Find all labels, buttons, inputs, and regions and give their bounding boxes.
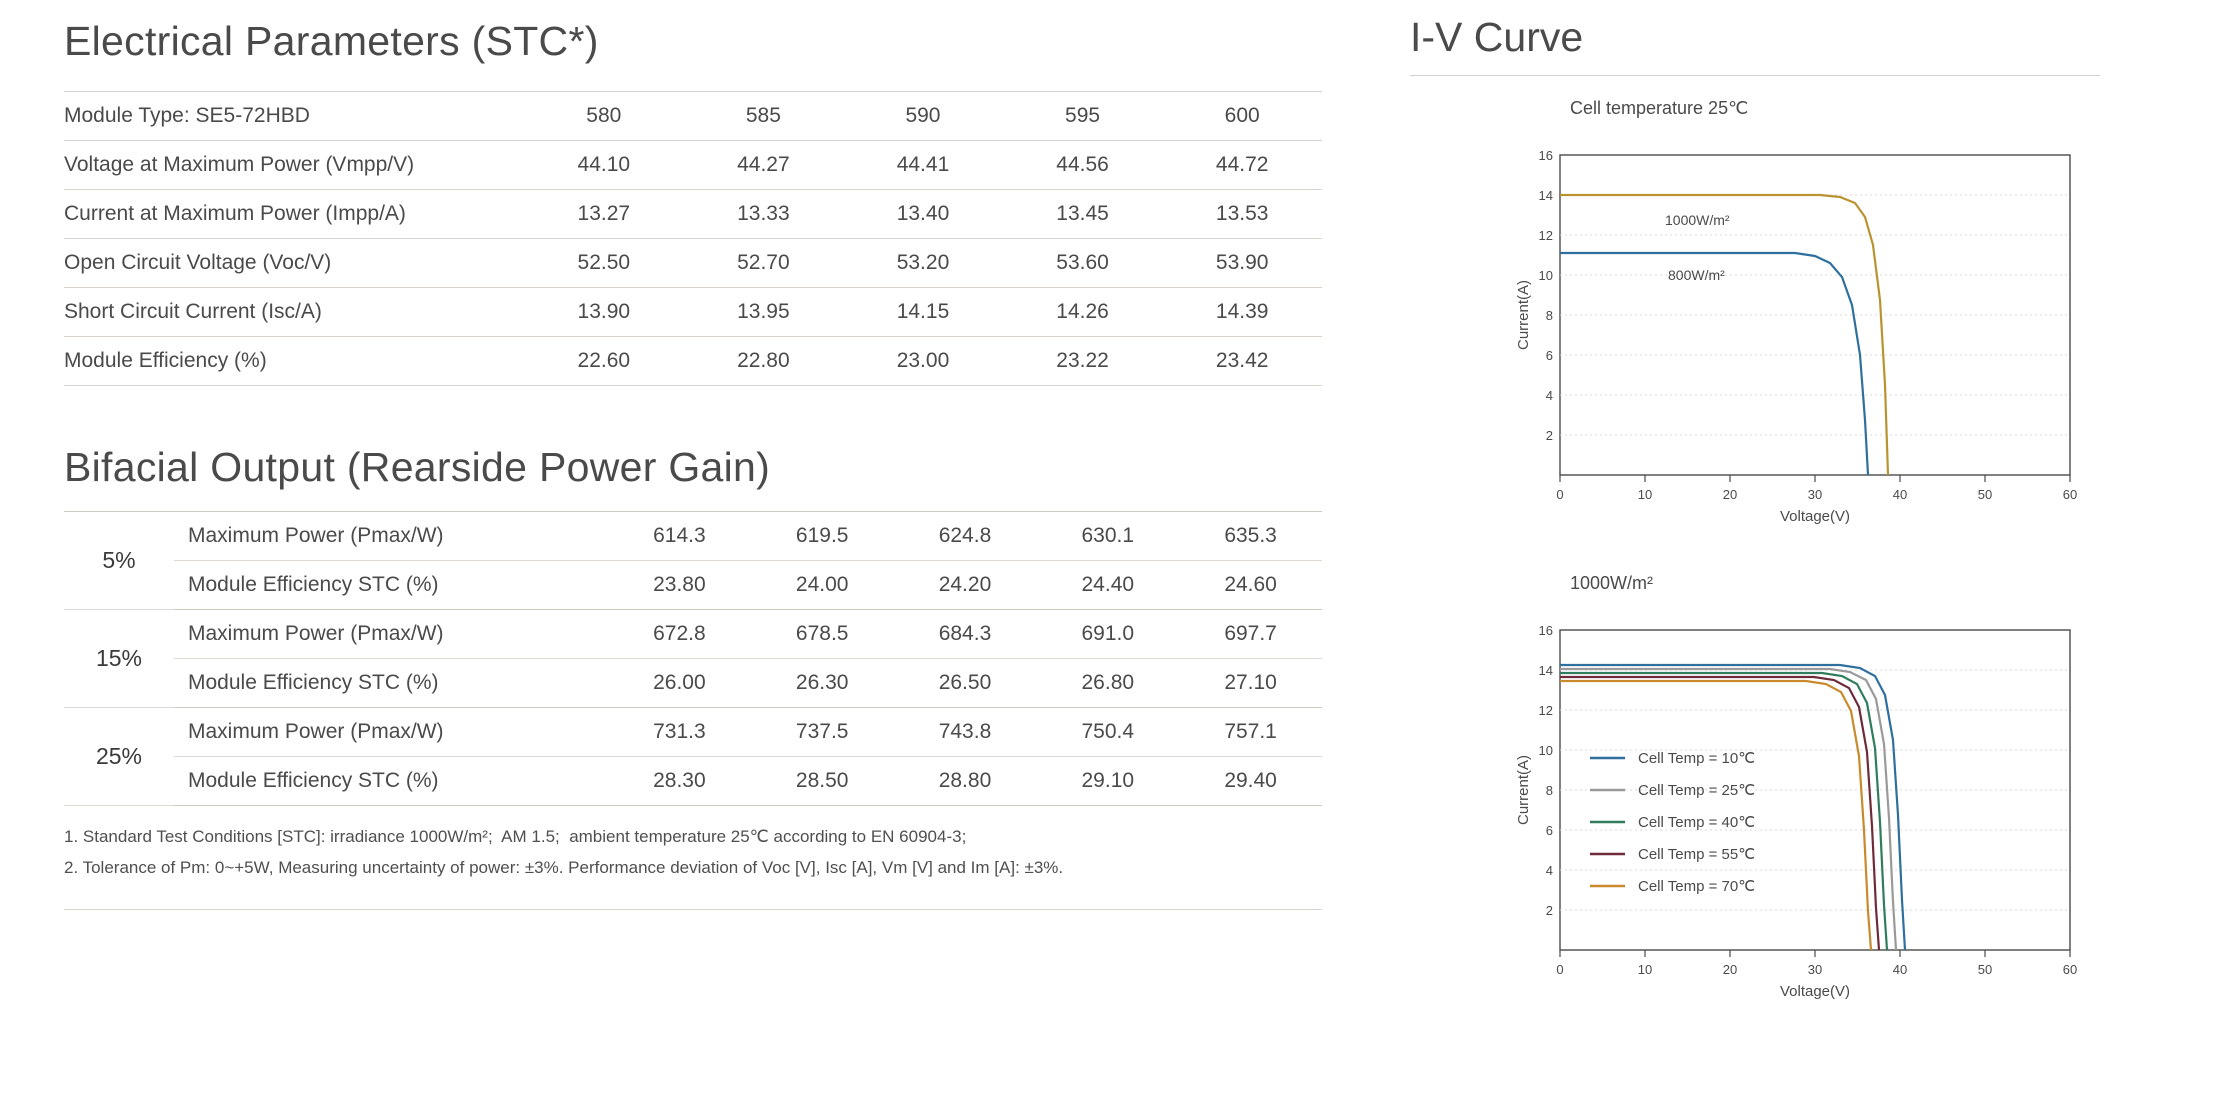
table-row — [64, 757, 1322, 806]
svg-text:16: 16 — [1538, 148, 1553, 163]
svg-text:50: 50 — [1977, 487, 1993, 502]
svg-text:2: 2 — [1545, 903, 1553, 918]
legend-label-55: Cell Temp = 55℃ — [1638, 846, 1756, 863]
cell-pmax5-595: 630.1 — [1036, 512, 1179, 561]
cell-voc-590: 53.20 — [843, 239, 1003, 288]
row-label-pmax-5: Maximum Power (Pmax/W) — [174, 512, 608, 561]
row-label-eff-25: Module Efficiency STC (%) — [174, 757, 608, 806]
x-axis-ticks — [1560, 475, 2070, 482]
legend-label-70: Cell Temp = 70℃ — [1638, 878, 1756, 895]
legend-label-40: Cell Temp = 40℃ — [1638, 814, 1756, 831]
cell-pmax25-595: 750.4 — [1036, 708, 1179, 757]
svg-text:4: 4 — [1545, 388, 1553, 403]
cell-voc-595: 53.60 — [1003, 239, 1163, 288]
gain-label-25: 25% — [64, 708, 174, 806]
cell-impp-600: 13.53 — [1162, 190, 1322, 239]
svg-text:6: 6 — [1545, 823, 1553, 838]
cell-impp-590: 13.40 — [843, 190, 1003, 239]
cell-voc-600: 53.90 — [1162, 239, 1322, 288]
y-axis-label: Current(A) — [1515, 754, 1532, 826]
y-axis-label: Current(A) — [1515, 279, 1532, 351]
cell-impp-585: 13.33 — [684, 190, 844, 239]
x-axis-ticks — [1560, 950, 2070, 957]
table-row — [64, 337, 1322, 386]
cell-eff15-600: 27.10 — [1179, 659, 1322, 708]
table-row — [64, 190, 1322, 239]
bottom-divider — [64, 909, 1322, 910]
svg-text:2: 2 — [1545, 428, 1553, 443]
table-row — [64, 708, 1322, 757]
svg-text:14: 14 — [1538, 188, 1553, 203]
cell-pmax15-580: 672.8 — [608, 610, 751, 659]
svg-text:60: 60 — [2062, 962, 2078, 977]
row-label-eff-15: Module Efficiency STC (%) — [174, 659, 608, 708]
x-axis-tick-labels — [1556, 962, 2077, 977]
cell-isc-590: 14.15 — [843, 288, 1003, 337]
cell-eff5-580: 23.80 — [608, 561, 751, 610]
cell-eff25-585: 28.50 — [751, 757, 894, 806]
svg-text:12: 12 — [1538, 703, 1553, 718]
row-label-pmax-15: Maximum Power (Pmax/W) — [174, 610, 608, 659]
cell-pmax25-590: 743.8 — [894, 708, 1037, 757]
row-label-voc: Open Circuit Voltage (Voc/V) — [64, 239, 524, 288]
cell-efficiency-600: 23.42 — [1162, 337, 1322, 386]
svg-text:30: 30 — [1807, 962, 1823, 977]
cell-pmax5-600: 635.3 — [1179, 512, 1322, 561]
svg-text:0: 0 — [1556, 487, 1564, 502]
cell-efficiency-585: 22.80 — [684, 337, 844, 386]
cell-eff25-595: 29.10 — [1036, 757, 1179, 806]
row-label-eff-5: Module Efficiency STC (%) — [174, 561, 608, 610]
cell-eff5-585: 24.00 — [751, 561, 894, 610]
svg-text:40: 40 — [1892, 962, 1908, 977]
gain-label-5: 5% — [64, 512, 174, 610]
svg-text:6: 6 — [1545, 348, 1553, 363]
x-axis-tick-labels — [1556, 487, 2077, 502]
svg-text:10: 10 — [1538, 743, 1553, 758]
cell-isc-600: 14.39 — [1162, 288, 1322, 337]
svg-text:8: 8 — [1545, 308, 1553, 323]
svg-text:60: 60 — [2062, 487, 2078, 502]
svg-text:8: 8 — [1545, 783, 1553, 798]
svg-text:16: 16 — [1538, 623, 1553, 638]
cell-isc-585: 13.95 — [684, 288, 844, 337]
cell-efficiency-580: 22.60 — [524, 337, 684, 386]
y-axis-ticks — [1539, 148, 1553, 443]
table-row — [64, 561, 1322, 610]
svg-text:20: 20 — [1722, 962, 1738, 977]
left-column — [64, 18, 1334, 910]
cell-efficiency-595: 23.22 — [1003, 337, 1163, 386]
svg-text:10: 10 — [1538, 268, 1553, 283]
cell-voc-585: 52.70 — [684, 239, 844, 288]
svg-text:10: 10 — [1637, 962, 1653, 977]
chart-caption-top: Cell temperature 25℃ — [1570, 98, 1749, 118]
cell-pmax15-585: 678.5 — [751, 610, 894, 659]
cell-vmpp-590: 44.41 — [843, 141, 1003, 190]
gain-label-15: 15% — [64, 610, 174, 708]
iv-chart-bottom — [1410, 600, 2110, 1000]
column-header-585: 585 — [684, 92, 844, 141]
row-label-impp: Current at Maximum Power (Impp/A) — [64, 190, 524, 239]
chart-spacer — [1410, 525, 2190, 573]
iv-chart-top — [1410, 125, 2110, 525]
column-header-600: 600 — [1162, 92, 1322, 141]
cell-eff25-600: 29.40 — [1179, 757, 1322, 806]
table-row — [64, 659, 1322, 708]
cell-eff5-600: 24.60 — [1179, 561, 1322, 610]
cell-eff25-580: 28.30 — [608, 757, 751, 806]
y-axis-ticks — [1539, 623, 1553, 918]
x-axis-label: Voltage(V) — [1779, 508, 1851, 525]
cell-eff25-590: 28.80 — [894, 757, 1037, 806]
cell-pmax25-580: 731.3 — [608, 708, 751, 757]
table-row — [64, 239, 1322, 288]
svg-text:50: 50 — [1977, 962, 1993, 977]
cell-vmpp-595: 44.56 — [1003, 141, 1163, 190]
cell-vmpp-600: 44.72 — [1162, 141, 1322, 190]
svg-text:20: 20 — [1722, 487, 1738, 502]
footnote-1: 1. Standard Test Conditions [STC]: irradiance 1000W/m²; AM 1.5; ambient temperature 25℃ according to EN 60904-3; — [64, 827, 967, 846]
column-header-580: 580 — [524, 92, 684, 141]
table-row — [64, 610, 1322, 659]
row-label-vmpp: Voltage at Maximum Power (Vmpp/V) — [64, 141, 524, 190]
page-title-iv-curve: I-V Curve — [1410, 14, 1584, 60]
svg-text:0: 0 — [1556, 962, 1564, 977]
cell-eff5-590: 24.20 — [894, 561, 1037, 610]
cell-efficiency-590: 23.00 — [843, 337, 1003, 386]
chart-caption-bottom: 1000W/m² — [1570, 573, 1654, 593]
cell-vmpp-580: 44.10 — [524, 141, 684, 190]
page-title-electrical: Electrical Parameters (STC*) — [64, 18, 599, 64]
cell-eff5-595: 24.40 — [1036, 561, 1179, 610]
cell-eff15-585: 26.30 — [751, 659, 894, 708]
iv-chart-top-svg — [1410, 125, 2110, 525]
annotation-800wm2: 800W/m² — [1668, 267, 1725, 283]
row-label-pmax-25: Maximum Power (Pmax/W) — [174, 708, 608, 757]
cell-impp-595: 13.45 — [1003, 190, 1163, 239]
iv-divider — [1410, 75, 2100, 76]
cell-voc-580: 52.50 — [524, 239, 684, 288]
cell-pmax25-600: 757.1 — [1179, 708, 1322, 757]
right-column — [1410, 14, 2190, 1000]
iv-chart-bottom-svg — [1410, 600, 2110, 1000]
svg-text:30: 30 — [1807, 487, 1823, 502]
cell-eff15-595: 26.80 — [1036, 659, 1179, 708]
svg-text:12: 12 — [1538, 228, 1553, 243]
footnotes — [64, 822, 1334, 883]
cell-pmax25-585: 737.5 — [751, 708, 894, 757]
cell-pmax5-580: 614.3 — [608, 512, 751, 561]
legend-label-25: Cell Temp = 25℃ — [1638, 782, 1756, 799]
table-row — [64, 512, 1322, 561]
annotation-1000wm2: 1000W/m² — [1665, 212, 1730, 228]
svg-text:40: 40 — [1892, 487, 1908, 502]
cell-impp-580: 13.27 — [524, 190, 684, 239]
cell-eff15-580: 26.00 — [608, 659, 751, 708]
table-row — [64, 141, 1322, 190]
column-header-595: 595 — [1003, 92, 1163, 141]
svg-text:4: 4 — [1545, 863, 1553, 878]
legend-label-10: Cell Temp = 10℃ — [1638, 750, 1756, 767]
table-row — [64, 288, 1322, 337]
bifacial-output-table — [64, 511, 1322, 806]
cell-pmax15-600: 697.7 — [1179, 610, 1322, 659]
footnote-2: 2. Tolerance of Pm: 0~+5W, Measuring uncertainty of power: ±3%. Performance deviation of Voc [V], Isc [A], Vm [V] and Im [A]: ±3%. — [64, 857, 1064, 877]
module-type-label: Module Type: SE5-72HBD — [64, 92, 524, 141]
cell-pmax15-590: 684.3 — [894, 610, 1037, 659]
column-header-590: 590 — [843, 92, 1003, 141]
svg-text:14: 14 — [1538, 663, 1553, 678]
cell-vmpp-585: 44.27 — [684, 141, 844, 190]
svg-text:10: 10 — [1637, 487, 1653, 502]
cell-pmax5-585: 619.5 — [751, 512, 894, 561]
electrical-parameters-table — [64, 91, 1322, 386]
page-title-bifacial: Bifacial Output (Rearside Power Gain) — [64, 444, 771, 490]
row-label-isc: Short Circuit Current (Isc/A) — [64, 288, 524, 337]
cell-isc-580: 13.90 — [524, 288, 684, 337]
cell-pmax5-590: 624.8 — [894, 512, 1037, 561]
x-axis-label: Voltage(V) — [1779, 983, 1851, 1000]
cell-isc-595: 14.26 — [1003, 288, 1163, 337]
cell-eff15-590: 26.50 — [894, 659, 1037, 708]
row-label-efficiency: Module Efficiency (%) — [64, 337, 524, 386]
table-row-header — [64, 92, 1322, 141]
cell-pmax15-595: 691.0 — [1036, 610, 1179, 659]
